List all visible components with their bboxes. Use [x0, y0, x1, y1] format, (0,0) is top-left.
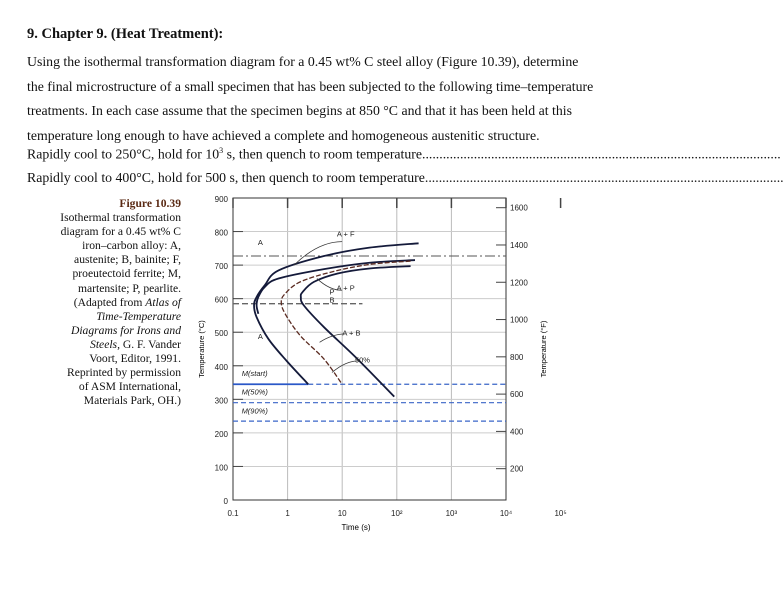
annotation-label: A + B — [342, 328, 361, 338]
y-tick-label: 900 — [214, 195, 228, 204]
annotation-label: P — [329, 287, 335, 297]
y-tick-label: 100 — [214, 463, 228, 473]
q2-text: Rapidly cool to 400°C, hold for 500 s, then quench to room temperature — [27, 170, 425, 185]
y-tick-label: 400 — [214, 362, 228, 372]
right-tick-label: 400 — [510, 427, 524, 437]
annotation-label: M(start) — [241, 368, 268, 378]
annotation-label: 50% — [354, 355, 370, 365]
y-tick-label: 500 — [214, 329, 228, 339]
answer-blank-2[interactable]: ........................................................................................................ — [424, 170, 784, 185]
y-tick-label: 300 — [214, 396, 228, 406]
figure-caption — [60, 197, 181, 408]
x-tick-label: 10⁴ — [499, 509, 513, 518]
isothermal-transformation-diagram — [197, 190, 580, 535]
right-tick-label: 1200 — [510, 278, 528, 288]
x-tick-label: 10³ — [445, 509, 458, 518]
annotation-label: M(50%) — [241, 387, 268, 397]
annotation-label: A — [257, 237, 263, 247]
y-tick-label: 200 — [214, 429, 228, 439]
problem-title: 9. Chapter 9. (Heat Treatment): — [27, 26, 224, 42]
problem-statement: Using the isothermal transformation diagram for a 0.45 wt% C steel alloy (Figure 10.39), determine the final microstructure of a small specimen that has been subjected to the following time–temperature treatments. In each case assume that the specimen begins at 850 °C and that it has been held at this temperature long enough to have achieved a complete and homogeneous austenitic structure. — [27, 54, 594, 143]
q1-text: Rapidly cool to 250°C, hold for 10 — [27, 146, 220, 162]
caption-text-2: G. F. Vander Voort, Editor, 1991. Reprinted by permission of ASM International, Materials Park, OH.) — [67, 337, 181, 408]
y-right-axis-label: Temperature (°F) — [539, 320, 548, 378]
annotation-label: M(90%) — [241, 406, 268, 416]
q1-text-post: s, then quench to room temperature — [223, 146, 422, 162]
y-tick-label: 800 — [214, 228, 228, 238]
caption-source-title: Atlas of Time-Temperature Diagrams for Irons and Steels, — [70, 295, 181, 351]
question-1 — [27, 146, 781, 163]
right-tick-label: 800 — [510, 352, 524, 362]
x-tick-label: 10 — [337, 509, 347, 518]
annotation-label: A + F — [336, 229, 355, 239]
figure-number: Figure 10.39 — [119, 197, 181, 210]
right-tick-label: 1600 — [510, 203, 528, 213]
x-axis-label: Time (s) — [341, 523, 371, 532]
y-tick-label: 700 — [214, 262, 228, 272]
annotation-label: B — [329, 295, 335, 305]
y-tick-label: 600 — [214, 295, 228, 305]
x-tick-label: 1 — [285, 509, 290, 518]
y-axis-label: Temperature (°C) — [197, 320, 206, 378]
annotation-label: A — [257, 331, 263, 341]
right-tick-label: 1000 — [510, 315, 528, 325]
right-tick-label: 1400 — [510, 240, 528, 250]
x-tick-label: 10⁵ — [554, 509, 567, 518]
answer-blank-1[interactable]: ........................................................................................................ — [422, 146, 781, 162]
curve-ferrite-start — [254, 243, 419, 384]
y-tick-label: 0 — [223, 497, 228, 506]
right-tick-label: 600 — [510, 390, 524, 400]
x-tick-label: 0.1 — [227, 509, 239, 518]
annotation-label: A + P — [336, 283, 355, 293]
caption-text: Isothermal transformation diagram for a 0.45 wt% C iron–carbon alloy: A, austenite; B, bainite; F, proeutectoid ferrite; M, martensite; P, pearlite. (Adapted from — [60, 211, 181, 309]
plot-frame — [233, 198, 506, 500]
x-tick-label: 10² — [391, 509, 403, 518]
q1-exponent: 3 — [219, 146, 224, 155]
question-2 — [27, 170, 784, 186]
right-tick-label: 200 — [510, 464, 524, 474]
